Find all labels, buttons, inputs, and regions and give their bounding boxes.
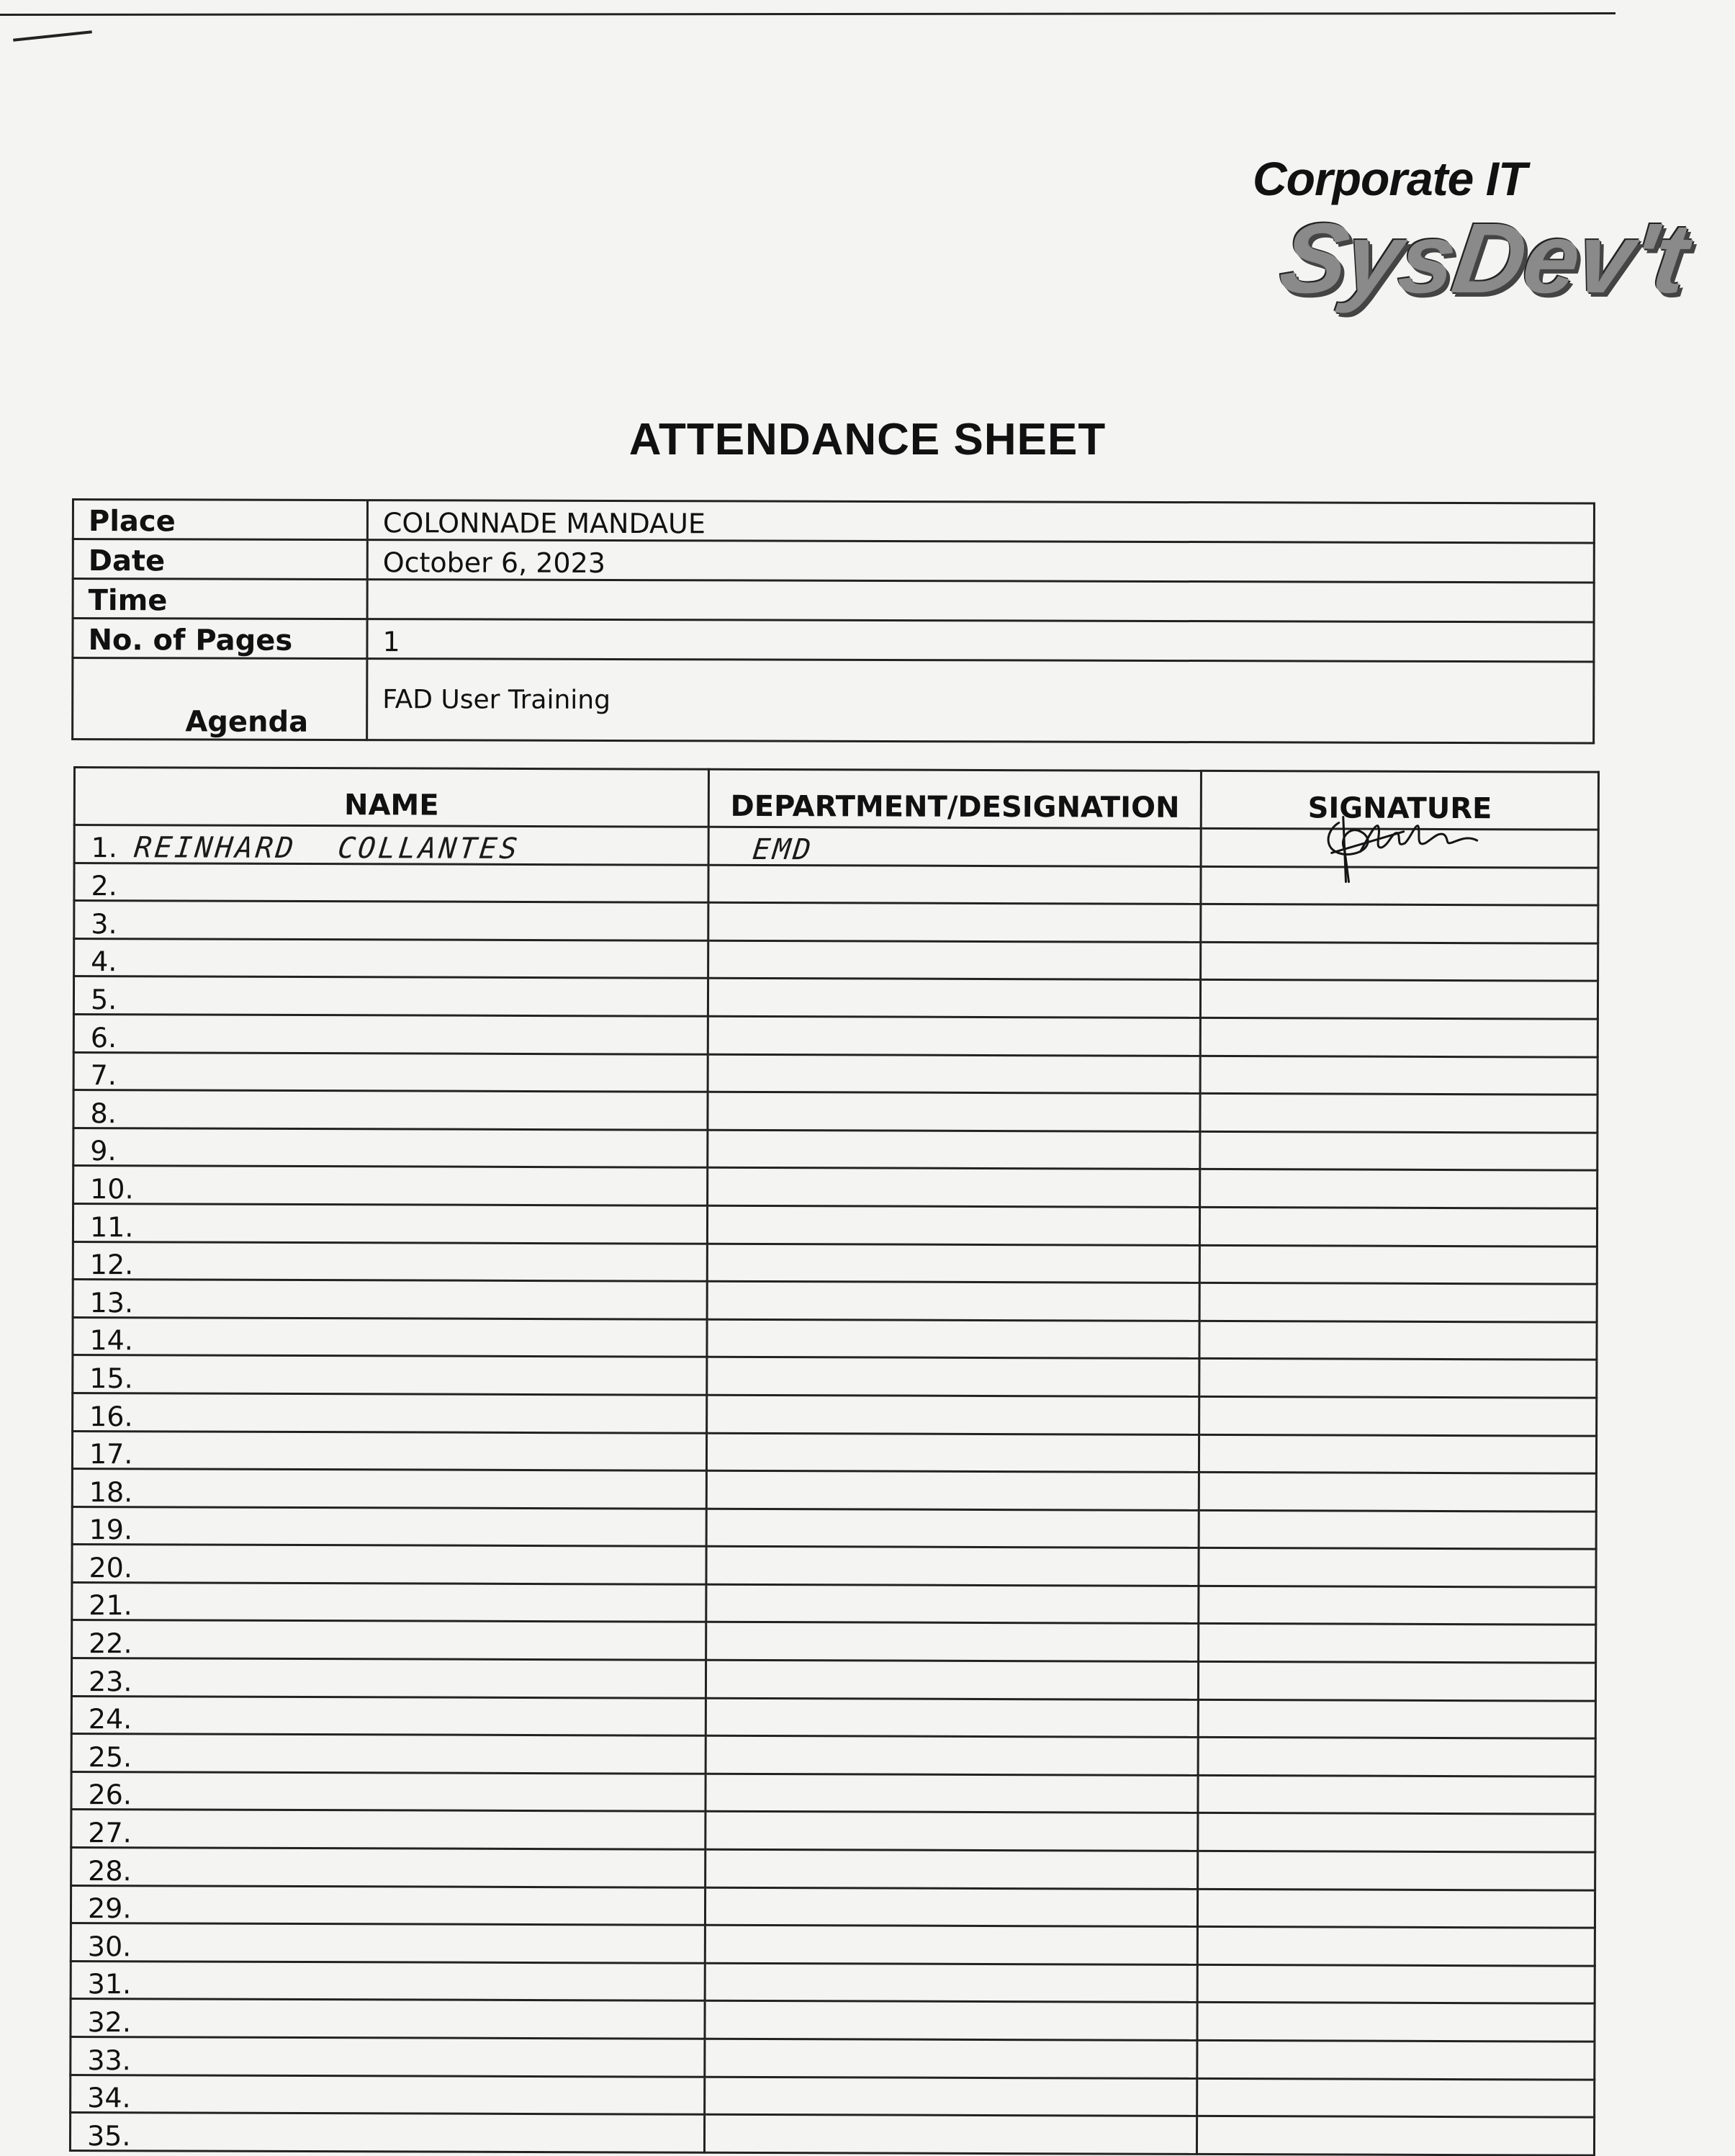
name-cell xyxy=(73,1393,707,1432)
name-cell xyxy=(73,1355,707,1395)
attendance-row xyxy=(71,1848,1595,1890)
info-label: Agenda xyxy=(73,658,367,740)
info-row xyxy=(73,579,1594,623)
info-label: Place xyxy=(73,500,367,540)
name-cell xyxy=(72,1620,706,1660)
signature-cell xyxy=(1199,1624,1596,1663)
row-number: 1. xyxy=(91,831,117,863)
info-label: No. of Pages xyxy=(73,619,367,659)
row-number: 19. xyxy=(89,1514,133,1546)
signature-cell xyxy=(1198,1927,1595,1966)
row-number: 5. xyxy=(90,984,117,1016)
department-cell xyxy=(705,2001,1198,2041)
row-number: 7. xyxy=(90,1059,117,1092)
attendance-row xyxy=(72,1545,1596,1587)
name-cell xyxy=(71,1848,706,1887)
row-number: 14. xyxy=(89,1324,134,1357)
department-cell xyxy=(708,1130,1201,1169)
department-cell xyxy=(706,1774,1199,1813)
signature-cell xyxy=(1197,2078,1595,2117)
row-number: 15. xyxy=(89,1362,133,1395)
row-number: 34. xyxy=(87,2082,131,2114)
info-value: October 6, 2023 xyxy=(367,540,1594,583)
signature-cell xyxy=(1199,1510,1597,1549)
attendance-row xyxy=(73,976,1597,1019)
department-cell xyxy=(706,1622,1199,1662)
row-number: 25. xyxy=(88,1740,132,1774)
row-number: 3. xyxy=(91,907,117,940)
row-number: 6. xyxy=(90,1021,117,1054)
attendance-row xyxy=(72,1506,1596,1549)
attendance-row xyxy=(73,1014,1597,1056)
info-value: FAD User Training xyxy=(367,659,1594,743)
department-cell xyxy=(708,902,1202,942)
attendee-name: REINHARD COLLANTES xyxy=(132,830,522,866)
name-cell xyxy=(73,1166,708,1205)
attendance-row xyxy=(71,2075,1595,2117)
row-number: 18. xyxy=(89,1475,133,1508)
row-number: 23. xyxy=(88,1665,132,1697)
attendance-row xyxy=(72,1620,1596,1663)
row-number: 35. xyxy=(86,2119,131,2152)
info-row xyxy=(73,539,1594,583)
info-label: Date xyxy=(73,539,367,580)
signature-cell xyxy=(1201,904,1598,943)
attendance-table xyxy=(69,766,1600,2156)
department-cell xyxy=(707,1319,1200,1359)
name-cell xyxy=(71,1999,705,2039)
department-cell xyxy=(706,1660,1199,1699)
name-cell xyxy=(70,2113,704,2152)
attendance-row xyxy=(72,1582,1596,1625)
row-number: 32. xyxy=(87,2006,132,2039)
department-cell xyxy=(705,1887,1198,1927)
page-title: ATTENDANCE SHEET xyxy=(628,415,1107,464)
row-number: 31. xyxy=(87,1968,132,2000)
name-cell xyxy=(72,1582,706,1622)
attendance-row xyxy=(71,1961,1595,2003)
signature-cell xyxy=(1197,2040,1595,2079)
row-number: 28. xyxy=(88,1854,132,1887)
row-number: 21. xyxy=(89,1589,132,1622)
signature-cell xyxy=(1199,1738,1596,1777)
signature-cell xyxy=(1199,1699,1596,1738)
department-cell xyxy=(707,1244,1200,1283)
attendance-row xyxy=(74,938,1598,981)
name-cell xyxy=(71,1885,705,1925)
attendance-row xyxy=(73,1355,1597,1398)
signature-cell xyxy=(1199,1396,1597,1435)
row-number: 24. xyxy=(88,1703,132,1735)
name-cell xyxy=(73,1128,708,1167)
name-cell xyxy=(71,1810,706,1849)
attendance-row xyxy=(73,1280,1597,1322)
attendance-row xyxy=(71,1658,1595,1701)
department-cell xyxy=(705,2039,1198,2078)
department-cell xyxy=(708,940,1202,980)
signature-cell xyxy=(1199,1473,1597,1512)
department-cell xyxy=(708,865,1202,904)
row-number: 4. xyxy=(91,946,117,978)
attendance-row xyxy=(74,901,1598,943)
attendance-row xyxy=(71,1999,1595,2042)
row-number: 9. xyxy=(90,1135,117,1167)
signature-column-header: SIGNATURE xyxy=(1202,771,1599,830)
name-cell xyxy=(74,825,708,865)
attendance-row xyxy=(73,1166,1597,1208)
name-cell xyxy=(71,1961,705,2000)
department-cell xyxy=(706,1812,1199,1851)
department-cell xyxy=(704,2114,1197,2154)
logo-line-corporate: Corporate IT xyxy=(1253,152,1527,205)
signature-cell xyxy=(1201,1056,1598,1095)
name-cell xyxy=(73,1014,708,1054)
department-cell xyxy=(706,1509,1199,1548)
name-cell xyxy=(73,1280,707,1319)
attendance-row xyxy=(72,1469,1596,1512)
signature-cell xyxy=(1200,1245,1597,1284)
signature-cell xyxy=(1200,1094,1597,1133)
row-number: 22. xyxy=(89,1627,132,1660)
department-cell xyxy=(705,1925,1198,1964)
row-number: 12. xyxy=(89,1249,134,1281)
name-column-header: NAME xyxy=(74,768,708,827)
attendance-row xyxy=(71,1696,1595,1738)
info-row xyxy=(73,619,1594,662)
department-column-header: DEPARTMENT/DESIGNATION xyxy=(708,769,1202,828)
signature-cell xyxy=(1201,980,1598,1019)
name-cell xyxy=(73,1090,708,1130)
signature-cell xyxy=(1199,1359,1597,1398)
attendance-row xyxy=(73,1090,1597,1133)
row-number: 20. xyxy=(89,1551,133,1584)
scan-mark xyxy=(13,30,92,41)
attendance-row xyxy=(70,2113,1594,2155)
info-value: COLONNADE MANDAUE xyxy=(367,500,1594,543)
department-cell xyxy=(707,1205,1200,1245)
name-cell xyxy=(71,1734,706,1774)
signature-cell xyxy=(1201,1018,1598,1056)
attendance-row xyxy=(71,1810,1595,1852)
department-cell xyxy=(708,827,1202,866)
name-cell xyxy=(74,938,708,978)
row-number: 2. xyxy=(91,870,117,902)
row-number: 33. xyxy=(87,2044,131,2076)
signature-cell xyxy=(1200,1207,1597,1246)
signature-cell xyxy=(1200,1131,1597,1170)
row-number: 27. xyxy=(88,1817,132,1849)
signature-cell xyxy=(1197,2003,1595,2042)
attendance-row xyxy=(74,825,1598,868)
signature-cell xyxy=(1199,1586,1596,1625)
logo-line-sysdev: SysDev't xyxy=(1274,203,1694,314)
attendance-row xyxy=(71,1771,1595,1814)
signature-cell xyxy=(1197,2116,1595,2155)
signature-cell xyxy=(1200,1283,1597,1322)
signature-cell xyxy=(1199,1321,1597,1360)
name-cell xyxy=(72,1545,706,1584)
attendance-row xyxy=(73,1203,1597,1246)
signature-stroke xyxy=(1361,825,1477,852)
signature-cell xyxy=(1199,1548,1596,1587)
row-number: 30. xyxy=(87,1930,132,1963)
signature-cell xyxy=(1198,1964,1595,2003)
department-cell xyxy=(708,979,1201,1018)
name-cell xyxy=(72,1506,706,1546)
department-cell xyxy=(707,1281,1200,1321)
row-number: 13. xyxy=(89,1286,134,1319)
department-cell xyxy=(706,1698,1199,1738)
name-cell xyxy=(71,1771,706,1811)
department-cell xyxy=(706,1547,1199,1586)
name-cell xyxy=(73,1052,708,1092)
department-cell xyxy=(705,2077,1198,2116)
department-cell xyxy=(706,1736,1199,1776)
attendance-row xyxy=(74,863,1598,905)
signature-cell xyxy=(1201,828,1598,867)
department-cell xyxy=(707,1395,1200,1434)
attendance-row xyxy=(73,1317,1597,1360)
attendance-row xyxy=(72,1431,1596,1473)
attendee-department: EMD xyxy=(751,832,816,866)
attendance-row xyxy=(71,1885,1595,1928)
attendance-row xyxy=(71,2036,1595,2079)
attendance-row xyxy=(73,1241,1597,1284)
row-number: 8. xyxy=(90,1097,117,1129)
attendance-row xyxy=(73,1393,1597,1435)
row-number: 11. xyxy=(89,1210,134,1243)
department-cell xyxy=(705,1963,1198,2003)
row-number: 29. xyxy=(87,1892,132,1925)
info-value: 1 xyxy=(367,619,1594,662)
attendance-row xyxy=(71,1923,1595,1966)
name-cell xyxy=(71,1923,705,1963)
department-cell xyxy=(706,1584,1199,1624)
name-cell xyxy=(71,2075,705,2114)
row-number: 16. xyxy=(89,1400,133,1432)
attendance-row xyxy=(71,1734,1595,1777)
page-top-rule xyxy=(0,12,1615,16)
row-number: 17. xyxy=(89,1438,133,1470)
info-row xyxy=(73,658,1594,744)
name-cell xyxy=(72,1431,706,1470)
name-cell xyxy=(71,1658,706,1698)
name-cell xyxy=(71,2036,705,2076)
department-cell xyxy=(708,1168,1201,1208)
name-cell xyxy=(74,901,708,940)
signature-cell xyxy=(1201,942,1598,981)
row-number: 10. xyxy=(90,1173,134,1205)
signature-cell xyxy=(1198,1775,1595,1814)
attendance-row xyxy=(73,1052,1597,1095)
info-label: Time xyxy=(73,579,367,619)
department-cell xyxy=(706,1849,1199,1889)
company-logo xyxy=(1224,151,1694,353)
signature-cell xyxy=(1201,866,1598,905)
name-cell xyxy=(73,976,708,1016)
department-cell xyxy=(708,1092,1201,1131)
attendance-row xyxy=(73,1128,1597,1170)
department-cell xyxy=(706,1470,1199,1510)
name-cell xyxy=(72,1469,706,1509)
signature-cell xyxy=(1199,1661,1596,1700)
department-cell xyxy=(708,1054,1201,1094)
department-cell xyxy=(706,1433,1199,1473)
name-cell xyxy=(73,1203,707,1243)
department-cell xyxy=(707,1357,1200,1397)
meeting-info-table xyxy=(71,498,1595,745)
info-value xyxy=(367,580,1594,622)
name-cell xyxy=(73,1317,707,1357)
signature-cell xyxy=(1200,1169,1597,1208)
row-number: 26. xyxy=(88,1779,132,1811)
signature-cell xyxy=(1198,1851,1595,1890)
signature-cell xyxy=(1198,1813,1595,1852)
info-row xyxy=(73,500,1594,544)
name-cell xyxy=(71,1696,706,1735)
name-cell xyxy=(73,1241,707,1281)
name-cell xyxy=(74,863,708,902)
signature-cell xyxy=(1199,1434,1597,1473)
signature-cell xyxy=(1198,1889,1595,1928)
department-cell xyxy=(708,1016,1201,1056)
